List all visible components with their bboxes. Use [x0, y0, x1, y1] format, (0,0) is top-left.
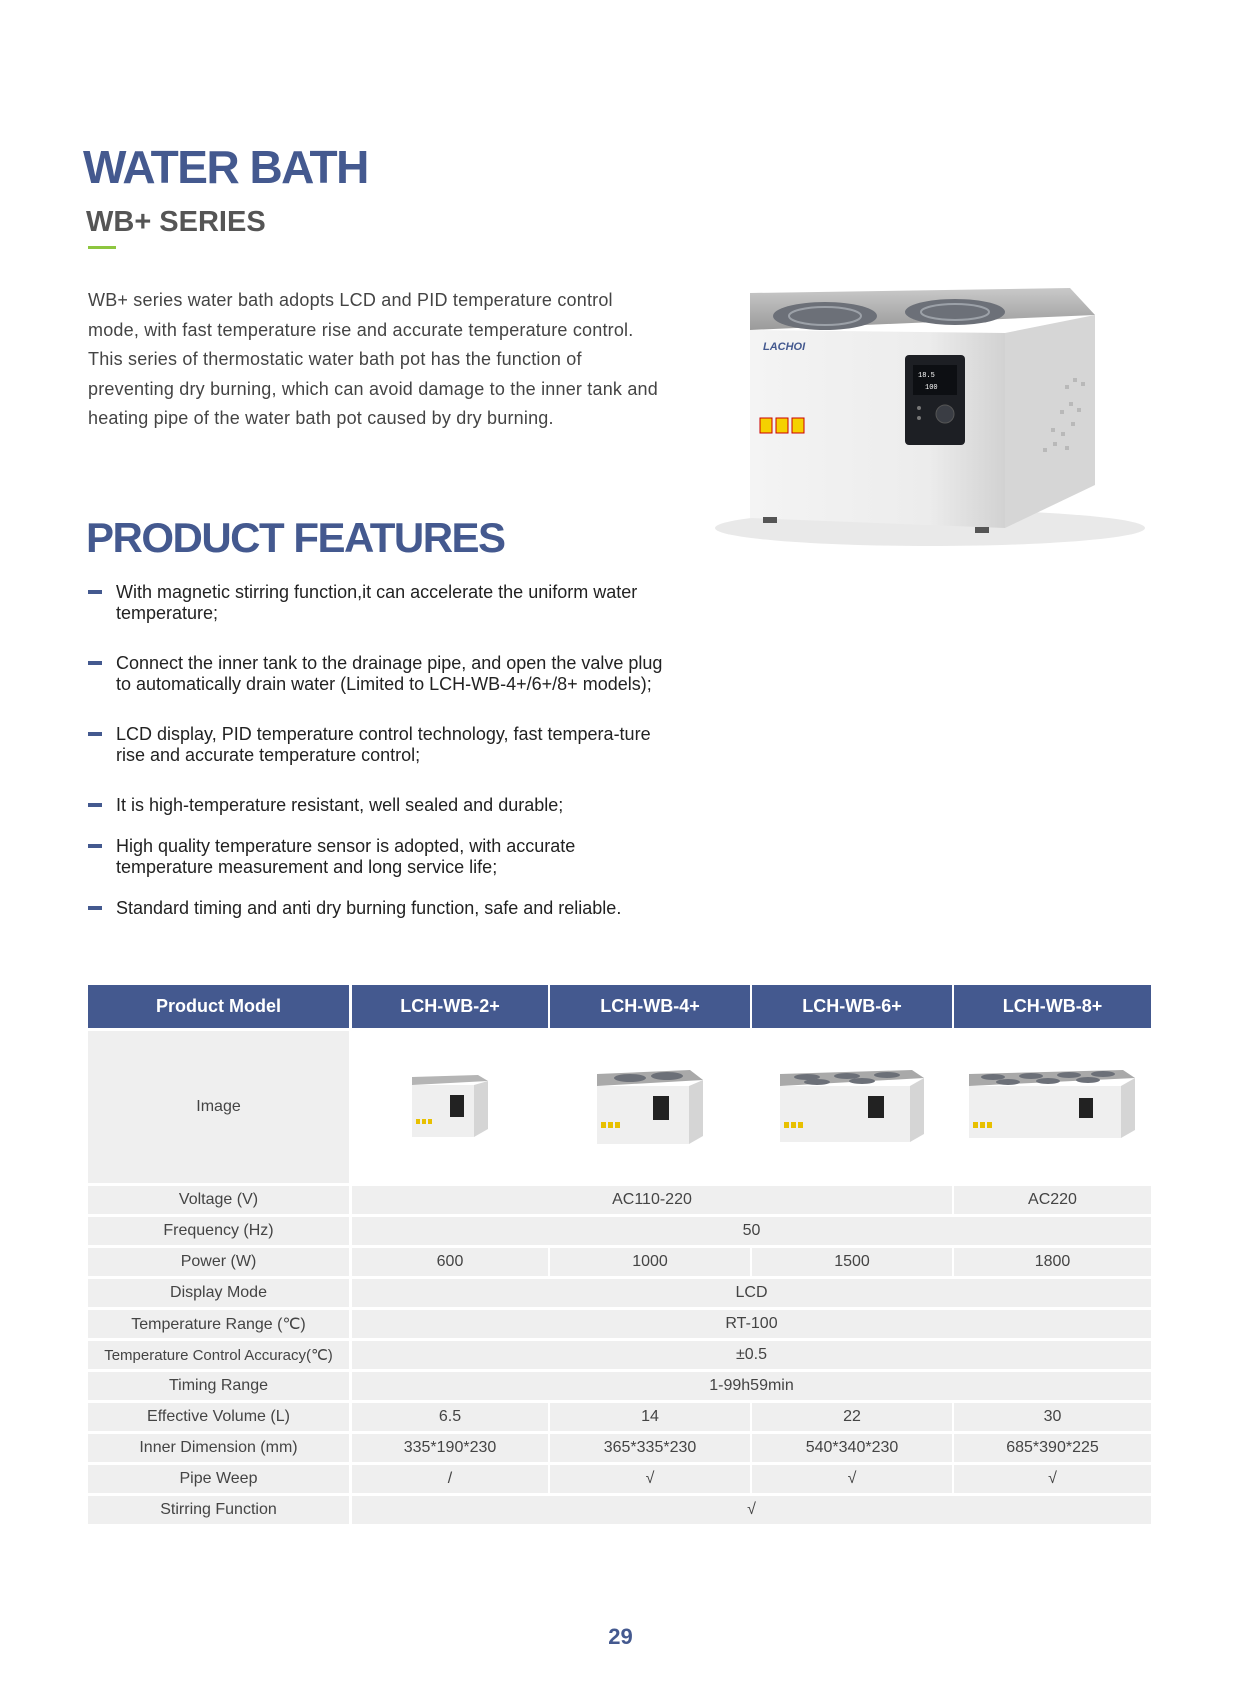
cell-power: 1500: [752, 1248, 952, 1276]
cell-timing: 1-99h59min: [352, 1372, 1151, 1400]
cell-accuracy: ±0.5: [352, 1341, 1151, 1369]
cell-voltage-range: AC110-220: [352, 1186, 952, 1214]
feature-item: Connect the inner tank to the drainage pipe, and open the valve plug to automatically drain water (Limited to LCH-WB-4+/6+/8+ models);: [88, 653, 668, 695]
table-header-model: LCH-WB-6+: [752, 985, 952, 1028]
cell-dimension: 685*390*225: [954, 1434, 1151, 1462]
feature-item: LCD display, PID temperature control technology, fast tempera-ture rise and accurate temperature control;: [88, 724, 668, 766]
cell-temp-range: RT-100: [352, 1310, 1151, 1338]
model-thumbnail-4: [550, 1031, 750, 1183]
table-header-model: LCH-WB-2+: [352, 985, 548, 1028]
row-label-display: Display Mode: [88, 1279, 349, 1307]
bullet-dash-icon: [88, 661, 102, 665]
row-label-power: Power (W): [88, 1248, 349, 1276]
table-header-model: LCH-WB-8+: [954, 985, 1151, 1028]
intro-paragraph: WB+ series water bath adopts LCD and PID temperature control mode, with fast temperature rise and accurate temperature control. This series of thermostatic water bath pot has the function of preventing dry burning, which can avoid damage to the inner tank and heating pipe of the water bath pot caused by dry burning.: [88, 290, 658, 428]
bullet-dash-icon: [88, 732, 102, 736]
cell-power: 600: [352, 1248, 548, 1276]
cell-display: LCD: [352, 1279, 1151, 1307]
page-subtitle: WB+ SERIES: [86, 206, 266, 238]
features-title: PRODUCT FEATURES: [86, 514, 505, 561]
svg-text:18.5: 18.5: [918, 372, 935, 380]
cell-dimension: 335*190*230: [352, 1434, 548, 1462]
row-label-voltage: Voltage (V): [88, 1186, 349, 1214]
bullet-dash-icon: [88, 590, 102, 594]
accent-underline: [88, 246, 116, 249]
cell-pipe: /: [352, 1465, 548, 1493]
cell-stirring: √: [352, 1496, 1151, 1524]
water-bath-thumb-icon: [772, 1062, 932, 1152]
row-label-frequency: Frequency (Hz): [88, 1217, 349, 1245]
features-list: [88, 582, 668, 919]
feature-item: With magnetic stirring function,it can accelerate the uniform water temperature;: [88, 582, 668, 624]
cell-dimension: 540*340*230: [752, 1434, 952, 1462]
page-title: WATER BATH: [83, 141, 368, 193]
cell-frequency: 50: [352, 1217, 1151, 1245]
model-thumbnail-8: [954, 1031, 1151, 1183]
cell-volume: 30: [954, 1403, 1151, 1431]
model-thumbnail-2: [352, 1031, 548, 1183]
spec-table: [88, 985, 1151, 1531]
table-header-label: Product Model: [88, 985, 349, 1028]
product-image-water-bath: [705, 270, 1165, 590]
page-number: 29: [608, 1624, 633, 1649]
cell-power: 1800: [954, 1248, 1151, 1276]
bullet-dash-icon: [88, 844, 102, 848]
water-bath-thumb-icon: [963, 1062, 1143, 1152]
row-label-timing: Timing Range: [88, 1372, 349, 1400]
cell-volume: 14: [550, 1403, 750, 1431]
feature-item: High quality temperature sensor is adopted, with accurate temperature measurement and long service life;: [88, 836, 668, 878]
brand-logo: LACHOI: [763, 341, 806, 353]
bullet-dash-icon: [88, 906, 102, 910]
cell-pipe: √: [550, 1465, 750, 1493]
row-label-dimension: Inner Dimension (mm): [88, 1434, 349, 1462]
row-label-volume: Effective Volume (L): [88, 1403, 349, 1431]
row-label-temp-range: Temperature Range (℃): [88, 1310, 349, 1338]
row-label-stirring: Stirring Function: [88, 1496, 349, 1524]
feature-item: Standard timing and anti dry burning function, safe and reliable.: [88, 898, 668, 919]
image-row-label: Image: [88, 1031, 349, 1183]
feature-item: It is high-temperature resistant, well sealed and durable;: [88, 795, 668, 816]
bullet-dash-icon: [88, 803, 102, 807]
cell-pipe: √: [954, 1465, 1151, 1493]
cell-power: 1000: [550, 1248, 750, 1276]
water-bath-thumb-icon: [585, 1062, 715, 1152]
row-label-pipe: Pipe Weep: [88, 1465, 349, 1493]
cell-volume: 22: [752, 1403, 952, 1431]
table-header-model: LCH-WB-4+: [550, 985, 750, 1028]
water-bath-thumb-icon: [400, 1067, 500, 1147]
model-thumbnail-6: [752, 1031, 952, 1183]
cell-volume: 6.5: [352, 1403, 548, 1431]
cell-pipe: √: [752, 1465, 952, 1493]
svg-text:100: 100: [925, 384, 938, 392]
cell-voltage-8: AC220: [954, 1186, 1151, 1214]
row-label-accuracy: Temperature Control Accuracy(℃): [88, 1341, 349, 1369]
cell-dimension: 365*335*230: [550, 1434, 750, 1462]
